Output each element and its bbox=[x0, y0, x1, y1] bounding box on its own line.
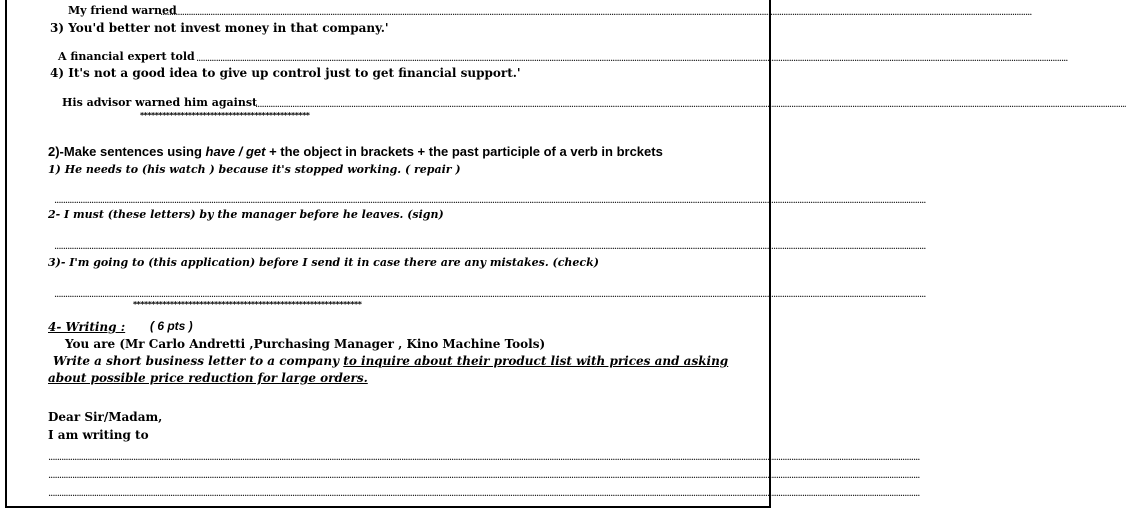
item-3-sentence: 3)- I'm going to (this application) before I send it in case there are any mistakes. (check) bbox=[48, 256, 599, 269]
task-prefix: Write a short business letter to a company bbox=[53, 354, 344, 368]
letter-line-3[interactable]: ................................................................................................................................................................................................................................................................................................................................................................................................................ bbox=[48, 488, 920, 499]
letter-greeting: Dear Sir/Madam, bbox=[48, 410, 163, 424]
answer-line-item-2[interactable]: ................................................................................................................................................................................................................................................................................................................................................................................................................ bbox=[54, 241, 926, 252]
answer-line-q3[interactable]: ................................................................................................................................................................................................................................................................................................................................................................................................................ bbox=[196, 53, 1068, 64]
letter-opening: I am writing to bbox=[48, 428, 149, 442]
role-line: You are (Mr Carlo Andretti ,Purchasing Manager , Kino Machine Tools) bbox=[65, 337, 546, 351]
q4-sentence: 4) It's not a good idea to give up control just to get financial support.' bbox=[50, 66, 521, 80]
letter-line-2[interactable]: ................................................................................................................................................................................................................................................................................................................................................................................................................ bbox=[48, 470, 920, 481]
q3-stem: A financial expert told bbox=[58, 50, 195, 63]
task-line-1 bbox=[53, 354, 728, 368]
answer-line-item-1[interactable]: ................................................................................................................................................................................................................................................................................................................................................................................................................ bbox=[54, 195, 926, 206]
q3-sentence: 3) You'd better not invest money in that company.' bbox=[50, 21, 389, 35]
section-separator-2: ************************************************************** bbox=[133, 300, 362, 309]
writing-points: ( 6 pts ) bbox=[150, 319, 193, 333]
answer-line-q4[interactable]: ................................................................................................................................................................................................................................................................................................................................................................................................................ bbox=[255, 99, 1126, 110]
item-2-sentence: 2- I must (these letters) by the manager before he leaves. (sign) bbox=[48, 208, 444, 221]
writing-heading: 4- Writing : bbox=[48, 320, 126, 334]
section-2-title bbox=[48, 145, 663, 159]
title-prefix: 2)-Make sentences using bbox=[48, 144, 206, 159]
task-underlined-1: to inquire about their product list with prices and asking bbox=[343, 354, 729, 368]
title-have-get: have / get bbox=[205, 144, 266, 159]
title-suffix: + the object in brackets + the past participle of a verb in brckets bbox=[265, 144, 663, 159]
q2-stem: My friend warned bbox=[68, 4, 177, 17]
item-1-sentence: 1) He needs to (his watch ) because it's stopped working. ( repair ) bbox=[48, 163, 461, 176]
task-line-2: about possible price reduction for large orders. bbox=[48, 371, 368, 385]
letter-line-1[interactable]: ................................................................................................................................................................................................................................................................................................................................................................................................................ bbox=[48, 452, 920, 463]
q4-stem: His advisor warned him against bbox=[62, 96, 258, 109]
answer-line-item-3[interactable]: ................................................................................................................................................................................................................................................................................................................................................................................................................ bbox=[54, 289, 926, 300]
section-separator-1: ********************************************** bbox=[140, 111, 310, 120]
answer-line-q2[interactable]: ................................................................................................................................................................................................................................................................................................................................................................................................................ bbox=[160, 7, 1032, 18]
